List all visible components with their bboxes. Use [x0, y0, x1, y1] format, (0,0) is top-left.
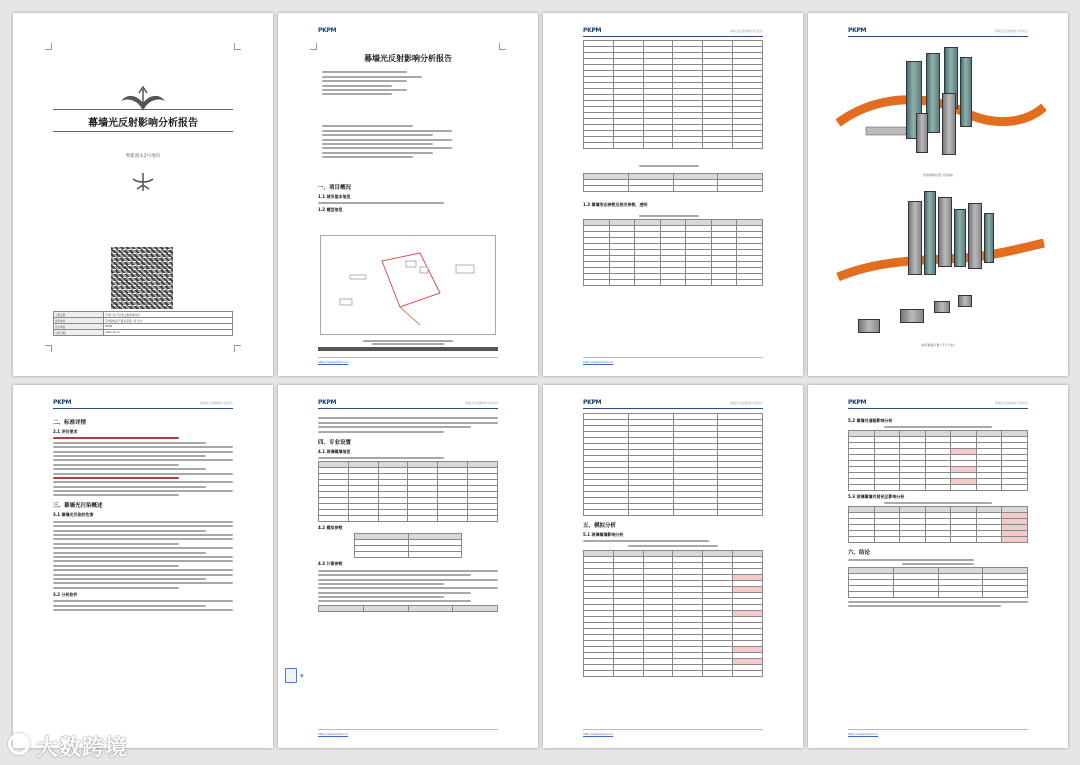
table-cell [635, 280, 661, 286]
section-heading: 一、项目概况 [318, 185, 352, 191]
table-cell [609, 280, 635, 286]
brand-logo: PKPM [583, 27, 602, 34]
building-model [858, 319, 880, 333]
table-glare-results [583, 550, 763, 677]
page-2[interactable] [278, 13, 538, 376]
table-cell [711, 280, 737, 286]
table-cell [673, 510, 718, 516]
subsection-heading: 1.3 幕墙形态参数及相关参数、透明 [583, 202, 648, 207]
table-cell [1002, 485, 1028, 491]
header-note: 幕墙光反射影响分析报告 [729, 29, 763, 33]
section-heading: 二、标准详情 [53, 420, 87, 426]
section-heading: 五、模拟分析 [583, 523, 617, 529]
building-model [916, 113, 928, 153]
building-model [954, 209, 966, 267]
table-glass-params [583, 40, 763, 149]
building-model [984, 213, 994, 263]
cover-subtitle: 暂新润永2号地块 [125, 154, 161, 159]
table-cell [951, 485, 977, 491]
table-cell [673, 671, 703, 677]
header-note: 幕墙光反射影响分析报告 [199, 401, 233, 405]
header-note: 幕墙光反射影响分析报告 [994, 29, 1028, 33]
table-cell [925, 485, 951, 491]
brand-logo: PKPM [848, 27, 867, 34]
subsection-heading: 3.1 幕墙光污染的危害 [53, 512, 94, 518]
table-cell [951, 537, 977, 543]
chevron-down-icon[interactable]: ▾ [300, 672, 304, 680]
project-info-block [322, 69, 422, 98]
building-model [942, 93, 956, 155]
subsection-heading: 2.1 评价要求 [53, 429, 78, 434]
table-cell [849, 592, 894, 598]
table-sim-params [354, 533, 462, 558]
table-cell [893, 592, 938, 598]
brand-logo: PKPM [318, 27, 337, 34]
table-cell [628, 510, 673, 516]
caption-lines [318, 339, 498, 346]
table-small [583, 173, 763, 192]
table-cell [355, 552, 409, 558]
building-model [938, 197, 952, 267]
subsection-heading: 5.1 玻璃幕墙影响分析 [583, 532, 624, 537]
subsection-heading: 1.1 城市基本信息 [318, 194, 351, 199]
table-cell [733, 143, 763, 149]
table-cell [938, 592, 983, 598]
section-heading: 三、幕墙光污染概述 [53, 503, 103, 510]
subsection-heading: 3.2 分析软件 [53, 591, 78, 597]
table-cell [613, 143, 643, 149]
footer-link[interactable]: http://www.pkpm.cn [848, 732, 879, 736]
table-cell [660, 280, 686, 286]
brand-logo: PKPM [848, 399, 867, 406]
header-note: 幕墙光反射影响分析报告 [994, 401, 1028, 405]
table-cell [584, 671, 614, 677]
building-model [934, 301, 950, 313]
document-icon[interactable] [285, 668, 297, 683]
table-cell [737, 280, 763, 286]
subsection-heading: 4.2 模拟参数 [318, 525, 343, 531]
header-note: 幕墙光反射影响分析报告 [729, 401, 763, 405]
site-plan-figure [320, 235, 496, 335]
table-cell [438, 516, 468, 522]
table-glass-info [318, 461, 498, 522]
table-cell [976, 537, 1002, 543]
table-cell [673, 143, 703, 149]
building-model [900, 309, 924, 323]
section-heading: 四、专业设置 [318, 439, 352, 446]
figure-caption: 玻璃幕墙位置 (带窗墙) [922, 173, 954, 177]
cover-title: 幕墙光反射影响分析报告 [88, 118, 198, 129]
watermark-text: 大数跨境 [36, 736, 129, 761]
table-road-impact [848, 430, 1028, 491]
page-6[interactable] [278, 385, 538, 748]
table-cell [900, 485, 926, 491]
subsection-heading: 5.2 幕墙对道路影响分析 [848, 418, 893, 423]
road-band [836, 83, 1046, 143]
subsection-heading: 5.3 玻璃幕墙对居民区影响分析 [848, 494, 905, 499]
anchor-ornament-icon [128, 171, 158, 193]
building-model [924, 191, 936, 275]
page-4[interactable] [808, 13, 1068, 376]
building-model [960, 57, 972, 127]
section-heading: 六、结论 [848, 550, 871, 556]
table-cell [849, 537, 875, 543]
table-cell [584, 510, 629, 516]
standards-list [322, 123, 452, 161]
building-model [908, 201, 922, 275]
table-cell [584, 143, 614, 149]
table-cell [408, 552, 462, 558]
footer-link[interactable]: http://www.pkpm.cn [318, 732, 349, 736]
table-cell [718, 510, 763, 516]
footer-link[interactable]: http://www.pkpm.cn [583, 732, 614, 736]
subsection-heading: 4.3 计算参数 [318, 561, 343, 567]
table-cell [703, 143, 733, 149]
table-building-params [583, 219, 763, 286]
table-cell [900, 537, 926, 543]
table-cell [874, 537, 900, 543]
page-cover[interactable] [13, 13, 273, 376]
table-cell [1002, 537, 1028, 543]
page-8[interactable] [808, 385, 1068, 748]
brand-logo: PKPM [318, 399, 337, 406]
page-5[interactable] [13, 385, 273, 748]
building-model [926, 53, 940, 133]
table-cell [468, 516, 498, 522]
building-model [958, 295, 972, 307]
table-cell [584, 280, 610, 286]
footer-link[interactable]: http://www.pkpm.cn [583, 360, 614, 364]
table-cell [983, 592, 1028, 598]
table-cell [319, 516, 349, 522]
table-cell [613, 671, 643, 677]
table-cell [703, 671, 733, 677]
table-cell [686, 280, 712, 286]
subsection-heading: 1.2 模型信息 [318, 207, 343, 213]
brand-logo: PKPM [53, 399, 72, 406]
table-residential-impact [848, 506, 1028, 543]
table-cell [925, 537, 951, 543]
brand-logo: PKPM [583, 399, 602, 406]
page-7[interactable] [543, 385, 803, 748]
table-cell [976, 485, 1002, 491]
cover-info-table: 工程名称 苏州仁欣-苏州光反射影响分析 建设单位 苏州银峰房产置业有限公司 设计 设计单位 PKPM 分析日期 2020.10.11 [53, 311, 233, 336]
table-cell [643, 143, 673, 149]
table-cell [643, 671, 673, 677]
table-cell [408, 516, 438, 522]
table-time-ranges [583, 413, 763, 516]
footer-link[interactable]: http://www.pkpm.cn [318, 360, 349, 364]
table-cell [874, 485, 900, 491]
table-conclusion [848, 567, 1028, 598]
watermark-logo-icon [8, 733, 30, 755]
building-model [968, 203, 982, 269]
table-cell [378, 516, 408, 522]
page-3[interactable] [543, 13, 803, 376]
header-note: 幕墙光反射影响分析报告 [464, 401, 498, 405]
figure-caption: 玻璃幕墙位置 (平行分析) [921, 343, 955, 347]
qr-code [111, 247, 173, 309]
table-cell [849, 485, 875, 491]
table-cell [733, 671, 763, 677]
page2-title: 幕墙光反射影响分析报告 [364, 54, 452, 63]
table-cell [348, 516, 378, 522]
subsection-heading: 4.1 玻璃幕墙信息 [318, 448, 351, 454]
